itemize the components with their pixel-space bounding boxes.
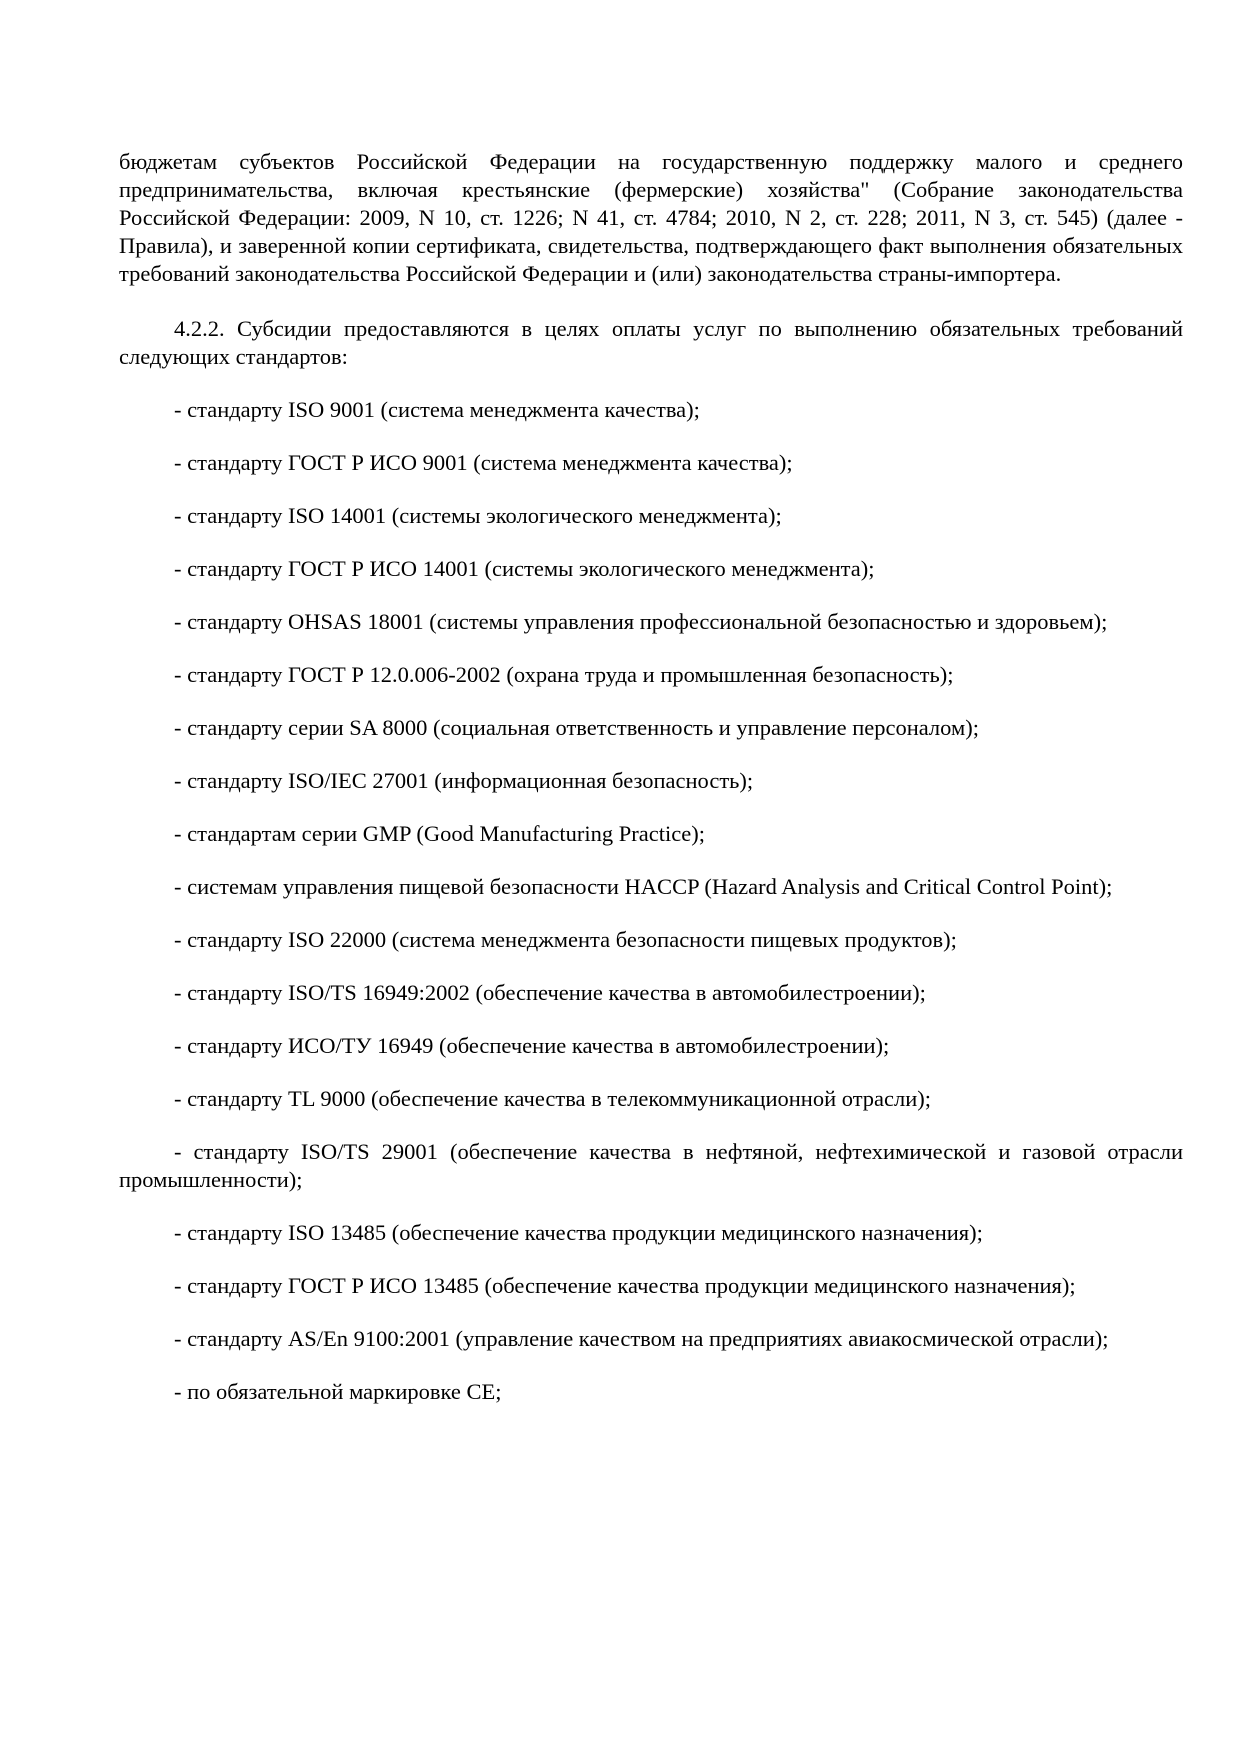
document-body: [119, 148, 1183, 1431]
standard-item: - стандарту ISO 13485 (обеспечение качества продукции медицинского назначения);: [174, 1220, 983, 1245]
standard-item: - стандарту ISO/TS 16949:2002 (обеспечение качества в автомобилестроении);: [174, 980, 926, 1005]
standard-item: - стандарту ГОСТ Р ИСО 9001 (система менеджмента качества);: [174, 450, 793, 475]
standard-item: - стандарту TL 9000 (обеспечение качества в телекоммуникационной отрасли);: [174, 1086, 932, 1111]
standard-item: - системам управления пищевой безопасности HACCP (Hazard Analysis and Critical Control Point);: [174, 874, 1113, 899]
standard-item: - стандарту ГОСТ Р ИСО 13485 (обеспечение качества продукции медицинского назначения);: [174, 1273, 1076, 1298]
standard-item: - стандарту ISO/TS 29001 (обеспечение качества в нефтяной, нефтехимической и газовой отрасли промышленности);: [119, 1139, 1183, 1192]
standard-item: - стандарту ГОСТ Р ИСО 14001 (системы экологического менеджмента);: [174, 556, 875, 581]
standard-item: - стандарту ISO/IEC 27001 (информационная безопасность);: [174, 768, 754, 793]
standard-item: - стандартам серии GMP (Good Manufacturing Practice);: [174, 821, 705, 846]
standard-item: - стандарту ISO 14001 (системы экологического менеджмента);: [174, 503, 782, 528]
standard-item: - по обязательной маркировке CE;: [174, 1379, 502, 1404]
standard-item: - стандарту ИСО/ТУ 16949 (обеспечение качества в автомобилестроении);: [174, 1033, 890, 1058]
section-paragraph: 4.2.2. Субсидии предоставляются в целях оплаты услуг по выполнению обязательных требований следующих стандартов:: [119, 316, 1183, 369]
standard-item: - стандарту ISO 22000 (система менеджмента безопасности пищевых продуктов);: [174, 927, 957, 952]
standard-item: - стандарту AS/En 9100:2001 (управление качеством на предприятиях авиакосмической отрасли);: [174, 1326, 1109, 1351]
standard-item: - стандарту серии SA 8000 (социальная ответственность и управление персоналом);: [174, 715, 979, 740]
intro-paragraph: бюджетам субъектов Российской Федерации на государственную поддержку малого и среднего предпринимательства, включая крестьянские (фермерские) хозяйства" (Собрание законодательства Российской Федерации: 2009, N 10, ст. 1226; N 41, ст. 4784; 2010, N 2, ст. 228; 2011, N 3, ст. 545) (далее - Правила), и заверенной копии сертификата, свидетельства, подтверждающего факт выполнения обязательных требований законодательства Российской Федерации и (или) законодательства страны-импортера.: [119, 149, 1183, 286]
standard-item: - стандарту OHSAS 18001 (системы управления профессиональной безопасностью и здоровьем);: [174, 609, 1108, 634]
standard-item: - стандарту ISO 9001 (система менеджмента качества);: [174, 397, 700, 422]
standard-item: - стандарту ГОСТ Р 12.0.006-2002 (охрана труда и промышленная безопасность);: [174, 662, 954, 687]
